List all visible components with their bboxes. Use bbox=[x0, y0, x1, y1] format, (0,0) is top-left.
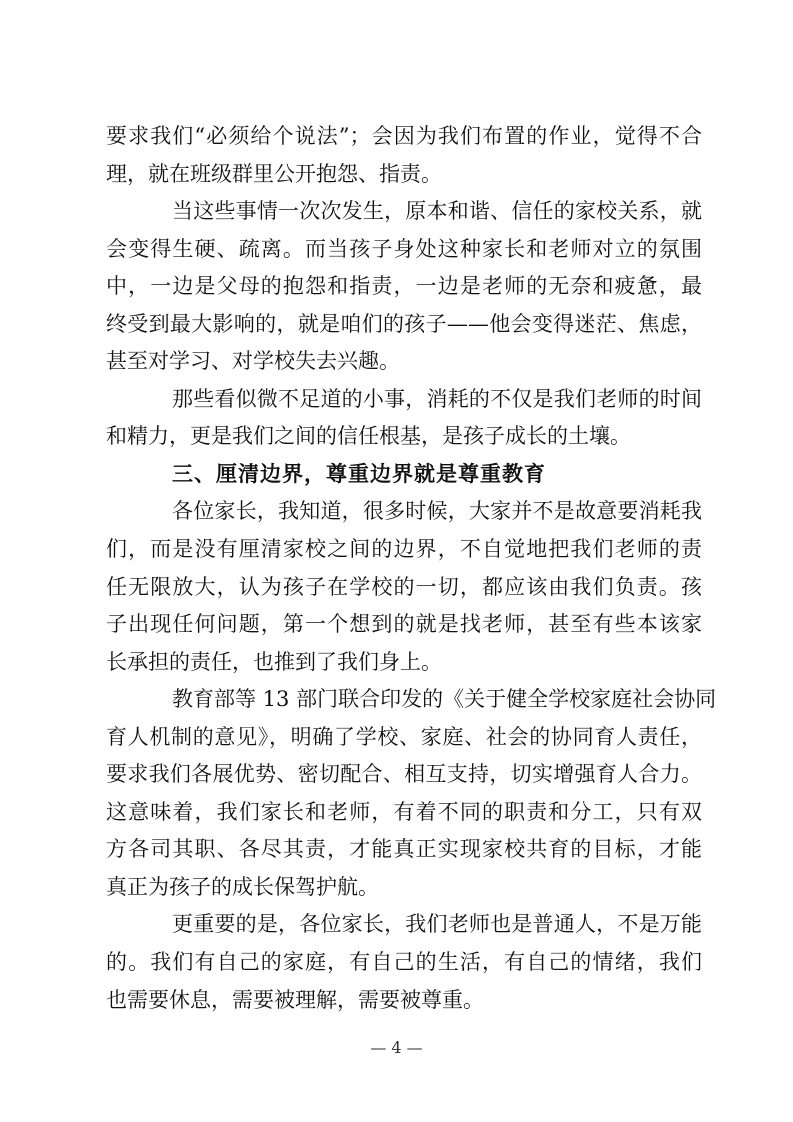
text-line: 要求我们各展优势、密切配合、相互支持，切实增强育人合力。 bbox=[106, 762, 702, 787]
paragraph bbox=[106, 681, 717, 906]
text-line: 要求我们“必须给个说法”；会因为我们布置的作业，觉得不合 bbox=[106, 124, 702, 148]
text-line: 们，而是没有厘清家校之间的边界，不自觉地把我们老师的责 bbox=[106, 537, 702, 562]
text-line: 教育部等 13 部门联合印发的《关于健全学校家庭社会协同 bbox=[172, 687, 717, 712]
text-line: 理，就在班级群里公开抱怨、指责。 bbox=[106, 161, 442, 186]
paragraph bbox=[106, 381, 702, 456]
text-line: 更重要的是，各位家长，我们老师也是普通人，不是万能 bbox=[172, 912, 702, 937]
text-line: 三、厘清边界，尊重边界就是尊重教育 bbox=[172, 461, 546, 486]
text-line: 真正为孩子的成长保驾护航。 bbox=[106, 874, 379, 899]
document-body bbox=[106, 118, 717, 1019]
text-line: 也需要休息，需要被理解，需要被尊重。 bbox=[106, 987, 484, 1012]
paragraph bbox=[106, 118, 702, 193]
text-line: 和精力，更是我们之间的信任根基，是孩子成长的土壤。 bbox=[106, 424, 631, 449]
text-line: 子出现任何问题，第一个想到的就是找老师，甚至有些本该家 bbox=[106, 612, 702, 637]
text-line: 长承担的责任，也推到了我们身上。 bbox=[106, 649, 442, 674]
text-line: 这意味着，我们家长和老师，有着不同的职责和分工，只有双 bbox=[106, 799, 702, 824]
paragraph bbox=[106, 493, 702, 681]
page-number: — 4 — bbox=[370, 1038, 423, 1057]
text-line: 当这些事情一次次发生，原本和谐、信任的家校关系，就 bbox=[172, 199, 702, 224]
text-line: 方各司其职、各尽其责，才能真正实现家校共育的目标，才能 bbox=[106, 837, 702, 862]
text-line: 那些看似微不足道的小事，消耗的不仅是我们老师的时间 bbox=[172, 386, 702, 411]
text-line: 会变得生硬、疏离。而当孩子身处这种家长和老师对立的氛围 bbox=[106, 236, 702, 261]
text-line: 任无限放大，认为孩子在学校的一切，都应该由我们负责。孩 bbox=[106, 574, 702, 599]
text-line: 的。我们有自己的家庭，有自己的生活，有自己的情绪，我们 bbox=[106, 950, 702, 975]
section-heading bbox=[106, 456, 702, 494]
paragraph bbox=[106, 193, 702, 381]
text-line: 中，一边是父母的抱怨和指责，一边是老师的无奈和疲惫，最 bbox=[106, 274, 702, 299]
text-line: 育人机制的意见》，明确了学校、家庭、社会的协同育人责任， bbox=[106, 724, 702, 749]
paragraph bbox=[106, 906, 702, 1019]
text-line: 各位家长，我知道，很多时候，大家并不是故意要消耗我 bbox=[172, 499, 702, 524]
text-line: 甚至对学习、对学校失去兴趣。 bbox=[106, 349, 400, 374]
text-line: 终受到最大影响的，就是咱们的孩子——他会变得迷茫、焦虑， bbox=[106, 311, 702, 336]
